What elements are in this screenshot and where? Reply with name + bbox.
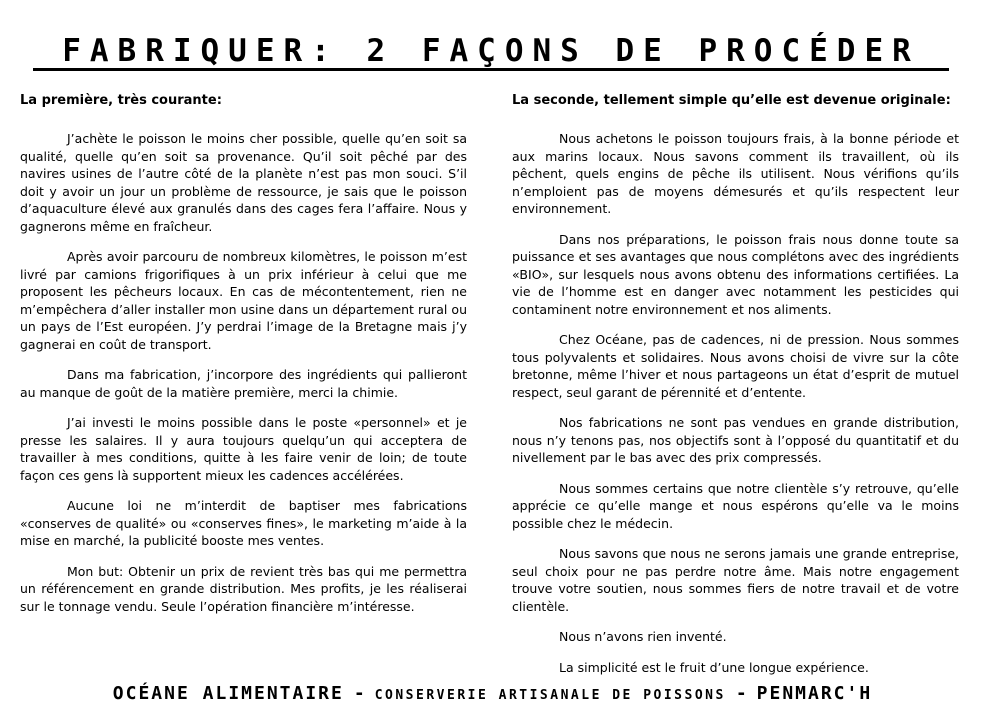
right-paragraph: Nous achetons le poisson toujours frais, à la bonne période et aux marins locaux. Nous savons comment ils travaillent, où ils pêchent, quels engins de pêche ils utilisent. Nous vérifions qu’ils n’emploient pas de moyens démesurés et qu’ils respectent leur environnement. xyxy=(512,131,959,216)
right-column-heading: La seconde, tellement simple qu’elle est devenue originale: xyxy=(512,93,951,108)
footer-place: PENMARC'H xyxy=(756,683,873,704)
footer-subtitle: CONSERVERIE ARTISANALE DE POISSONS xyxy=(374,688,726,703)
right-paragraph: Chez Océane, pas de cadences, ni de pression. Nous sommes tous polyvalents et solidaires. Nous avons choisi de vivre sur la côte bretonne, même l’hiver et nous partageons un état d’esprit de mutuel respect, seul garant de pérennité et d’entente. xyxy=(512,332,959,400)
left-paragraph: Aucune loi ne m’interdit de baptiser mes fabrications «conserves de qualité» ou «conserves fines», le marketing m’aide à la mise en marché, la publicité booste mes ventes. xyxy=(20,498,467,548)
left-paragraph: J’achète le poisson le moins cher possible, quelle qu’en soit sa qualité, quelle qu’en soit sa provenance. Qu’il soit pêché par des navires usines de l’autre côté de la planète n’est pas mon souci. S’il doit y avoir un jour un problème de ressource, je sais que le poisson d’aquaculture élevé aux granulés dans des cages fera l’affaire. Nous y gagnerons même en fraîcheur. xyxy=(20,131,467,234)
right-paragraph: Nous sommes certains que notre clientèle s’y retrouve, qu’elle apprécie ce qu’elle mange et nous espérons qu’elle va le moins possible chez le médecin. xyxy=(512,480,959,531)
footer xyxy=(0,680,985,708)
left-paragraph: J’ai investi le moins possible dans le poste «personnel» et je presse les salaires. Il y aura toujours quelqu’un qui acceptera de travailler à mes conditions, quitte à les faire venir de loin; de toute façon ces gens là supportent mieux les cadences accélérées. xyxy=(20,415,467,483)
page-title: FABRIQUER: 2 FAÇONS DE PROCÉDER xyxy=(33,31,949,71)
left-paragraph: Dans ma fabrication, j’incorpore des ingrédients qui pallieront au manque de goût de la matière première, merci la chimie. xyxy=(20,367,467,400)
left-paragraph: Après avoir parcouru de nombreux kilomètres, le poisson m’est livré par camions frigorifiques à un prix inférieur à celui que me proposent les pêcheurs locaux. En cas de mécontentement, rien ne m’empêchera d’aller installer mon usine dans un département rural ou un pays de l’Est européen. J’y perdrai l’image de la Bretagne mais j’y gagnerai en coût de transport. xyxy=(20,249,467,352)
right-paragraph: Nos fabrications ne sont pas vendues en grande distribution, nous n’y tenons pas, nos objectifs sont à l’opposé du quantitatif et du nivellement par le bas avec des prix compressés. xyxy=(512,415,959,465)
footer-brand: OCÉANE ALIMENTAIRE xyxy=(112,683,344,704)
left-paragraph: Mon but: Obtenir un prix de revient très bas qui me permettra un référencement en grande distribution. Mes profits, je les réaliserai sur le tonnage vendu. Seule l’opération financière m’intéresse. xyxy=(20,563,467,614)
left-column xyxy=(20,92,467,628)
right-paragraph: La simplicité est le fruit d’une longue expérience. xyxy=(559,659,869,675)
footer-separator: - xyxy=(735,683,747,704)
left-column-heading: La première, très courante: xyxy=(20,93,222,108)
right-column xyxy=(512,92,959,689)
right-paragraph: Nous n’avons rien inventé. xyxy=(559,629,727,644)
right-paragraph: Dans nos préparations, le poisson frais nous donne toute sa puissance et ses avantages que nous complétons avec des ingrédients «BIO», sur lesquels nous avons obtenu des informations certifiées. La vie de l’homme est en danger avec notamment les pesticides qui contaminent notre environnement et nos aliments. xyxy=(512,231,959,317)
footer-separator: - xyxy=(353,683,365,704)
right-paragraph: Nous savons que nous ne serons jamais une grande entreprise, seul choix pour ne pas perdre notre âme. Mais notre engagement trouve votre soutien, nous sommes fiers de notre travail et de votre clientèle. xyxy=(512,546,959,614)
